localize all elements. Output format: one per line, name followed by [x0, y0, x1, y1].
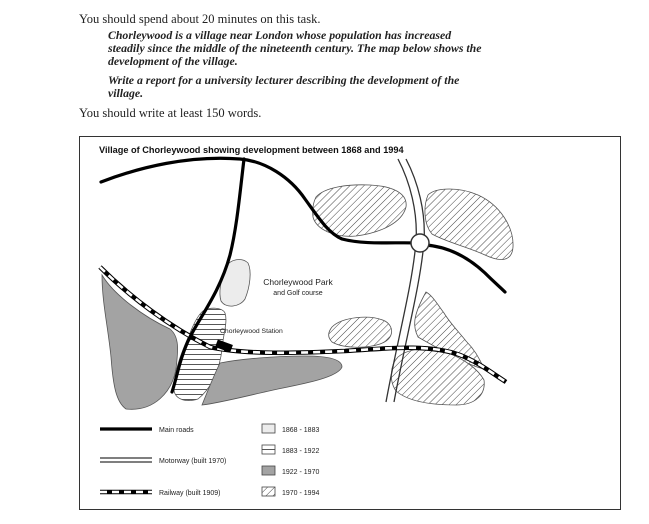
legend-motorway-label: Motorway (built 1970): [159, 458, 227, 465]
village-map: [80, 137, 620, 509]
task-description-1: Chorleywood is a village near London whose population has increased steadily since the middle of the nineteenth century. The map below shows the development of the village.: [108, 28, 482, 68]
legend-swatch-1922-1970: [262, 466, 275, 475]
development-areas: [102, 185, 513, 409]
legend-period-4-label: 1970 - 1994: [282, 490, 320, 497]
word-count-instruction: You should write at least 150 words.: [79, 106, 262, 120]
area-1970-1994-north-east: [425, 189, 513, 260]
legend-period-2-label: 1883 - 1922: [282, 448, 320, 455]
area-1922-1970-west: [102, 275, 178, 409]
legend-swatch-1868-1883: [262, 424, 275, 433]
legend-main-roads-label: Main roads: [159, 427, 194, 434]
task-intro: You should spend about 20 minutes on this task.: [79, 12, 321, 26]
area-1868-1883-north: [220, 260, 250, 307]
task-description: [108, 29, 488, 106]
map-legend: [100, 424, 319, 497]
roundabout: [411, 234, 429, 252]
legend-railway-label: Railway (built 1909): [159, 490, 221, 497]
legend-swatch-1883-1922: [262, 445, 275, 454]
map-title: Village of Chorleywood showing development between 1868 and 1994: [99, 145, 404, 155]
legend-swatch-1970-1994: [262, 487, 275, 496]
legend-period-1-label: 1868 - 1883: [282, 427, 320, 434]
legend-period-3-label: 1922 - 1970: [282, 469, 320, 476]
area-1970-1994-centre: [329, 317, 392, 347]
task-description-2: Write a report for a university lecturer describing the development of the village.: [108, 73, 460, 100]
park-label-line-1: Chorleywood Park: [263, 277, 333, 287]
area-1922-1970-south: [202, 356, 342, 405]
station-label: Chorleywood Station: [220, 328, 283, 335]
park-label-line-2: and Golf course: [273, 290, 323, 297]
